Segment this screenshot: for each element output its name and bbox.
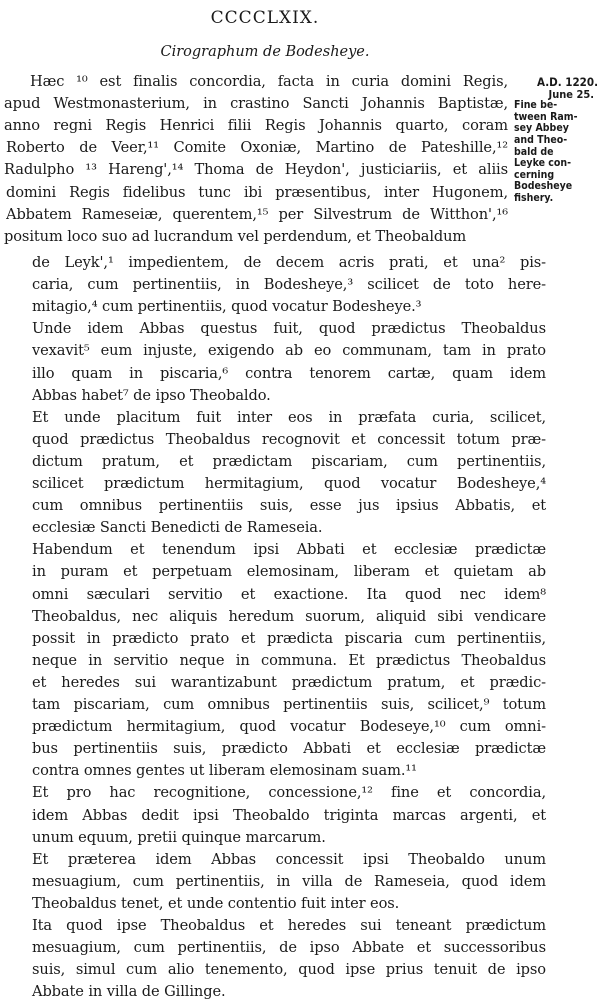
body-line: prædictum hermitagium, quod vocatur Bodeseye,¹⁰ cum omni-: [32, 718, 546, 736]
body-line: caria, cum pertinentiis, in Bodesheye,³ scilicet de toto here-: [32, 276, 546, 294]
body-line: neque in servitio neque in communa. Et prædictus Theobaldus: [32, 651, 546, 669]
charter-title: Cirographum de Bodesheye.: [160, 44, 370, 60]
margin-note-line: sey Abbey: [514, 122, 569, 135]
body-line: dictum pratum, et prædictam piscariam, cum pertinentiis,: [32, 452, 546, 470]
body-line: Theobaldus tenet, et unde contentio fuit inter eos.: [32, 894, 400, 912]
body-line: ecclesiæ Sancti Benedicti de Rameseia.: [32, 519, 323, 537]
margin-note-line: bald de: [514, 145, 554, 158]
body-line: Et pro hac recognitione, concessione,¹² fine et concordia,: [32, 784, 546, 802]
body-line: domini Regis fidelibus tunc ibi præsentibus, inter Hugonem,: [6, 183, 508, 201]
body-line: Et præterea idem Abbas concessit ipsi Theobaldo unum: [32, 850, 546, 868]
body-line: Et unde placitum fuit inter eos in præfata curia, scilicet,: [32, 408, 546, 426]
body-line: cum omnibus pertinentiis suis, esse jus ipsius Abbatis, et: [32, 497, 546, 515]
margin-note-line: Leyke con-: [514, 157, 572, 170]
margin-note-line: fishery.: [514, 191, 554, 204]
body-line: Abbatem Rameseiæ, querentem,¹⁵ per Silvestrum de Witthon',¹⁶: [6, 205, 508, 223]
body-line: apud Westmonasterium, in crastino Sancti Johannis Baptistæ,: [4, 95, 508, 113]
body-line: positum loco suo ad lucrandum vel perdendum, et Theobaldum: [4, 227, 467, 245]
body-line: Radulpho ¹³ Hareng',¹⁴ Thoma de Heydon', justiciariis, et aliis: [4, 161, 508, 179]
body-line: Abbas habet⁷ de ipso Theobaldo.: [32, 386, 271, 404]
body-line: mesuagium, cum pertinentiis, in villa de Rameseia, quod idem: [32, 872, 546, 890]
body-line: illo quam in piscaria,⁶ contra tenorem cartæ, quam idem: [32, 364, 546, 382]
body-line: tam piscariam, cum omnibus pertinentiis suis, scilicet,⁹ totum: [32, 696, 546, 713]
charter-number-heading: CCCCLXIX.: [210, 8, 320, 28]
body-line: scilicet prædictum hermitagium, quod vocatur Bodesheye,⁴: [32, 475, 546, 492]
margin-note: [512, 77, 598, 205]
body-line: Theobaldus, nec aliquis heredum suorum, aliquid sibi vendicare: [32, 607, 546, 625]
body-line: Habendum et tenendum ipsi Abbati et ecclesiæ prædictæ: [32, 541, 546, 559]
body-line: contra omnes gentes ut liberam elemosinam suam.¹¹: [32, 762, 417, 780]
body-line: Ita quod ipse Theobaldus et heredes sui teneant prædictum: [32, 917, 546, 934]
body-line: quod prædictus Theobaldus recognovit et concessit totum præ-: [32, 430, 546, 448]
body-line: unum equum, pretii quinque marcarum.: [32, 828, 326, 846]
body-line: Abbate in villa de Gillinge.: [32, 983, 226, 1001]
body-line: Hæc ¹⁰ est finalis concordia, facta in curia domini Regis,: [30, 73, 508, 90]
margin-note-line: tween Ram-: [514, 110, 578, 123]
margin-note-day: June 25.: [548, 87, 594, 101]
margin-note-line: Fine be-: [514, 99, 558, 112]
body-line: in puram et perpetuam elemosinam, liberam et quietam ab: [32, 563, 546, 581]
body-line: bus pertinentiis suis, prædicto Abbati et ecclesiæ prædictæ: [32, 740, 546, 758]
body-line: suis, simul cum alio tenemento, quod ipse prius tenuit de ipso: [32, 961, 546, 979]
body-line: Unde idem Abbas questus fuit, quod prædictus Theobaldus: [32, 320, 546, 338]
body-line: idem Abbas dedit ipsi Theobaldo triginta marcas argenti, et: [32, 806, 546, 824]
body-line: vexavit⁵ eum injuste, exigendo ab eo communam, tam in prato: [32, 342, 546, 360]
body-line: possit in prædicto prato et prædicta piscaria cum pertinentiis,: [32, 629, 546, 647]
margin-note-line: cerning: [514, 168, 555, 181]
body-line: mesuagium, cum pertinentiis, de ipso Abbate et successoribus: [32, 939, 546, 957]
body-line: et heredes sui warantizabunt prædictum pratum, et prædic-: [32, 673, 546, 691]
margin-note-line: and Theo-: [514, 133, 568, 146]
body-line: omni sæculari servitio et exactione. Ita quod nec idem⁸: [32, 585, 546, 603]
body-line: anno regni Regis Henrici filii Regis Johannis quarto, coram: [4, 117, 508, 135]
margin-note-year: A.D. 1220.: [537, 75, 598, 89]
body-line: mitagio,⁴ cum pertinentiis, quod vocatur Bodesheye.³: [32, 298, 422, 316]
body-line: Roberto de Veer,¹¹ Comite Oxoniæ, Martino de Pateshille,¹²: [6, 139, 508, 157]
margin-note-line: Bodesheye: [514, 180, 573, 193]
body-line: de Leyk',¹ impedientem, de decem acris prati, et una² pis-: [32, 254, 546, 271]
